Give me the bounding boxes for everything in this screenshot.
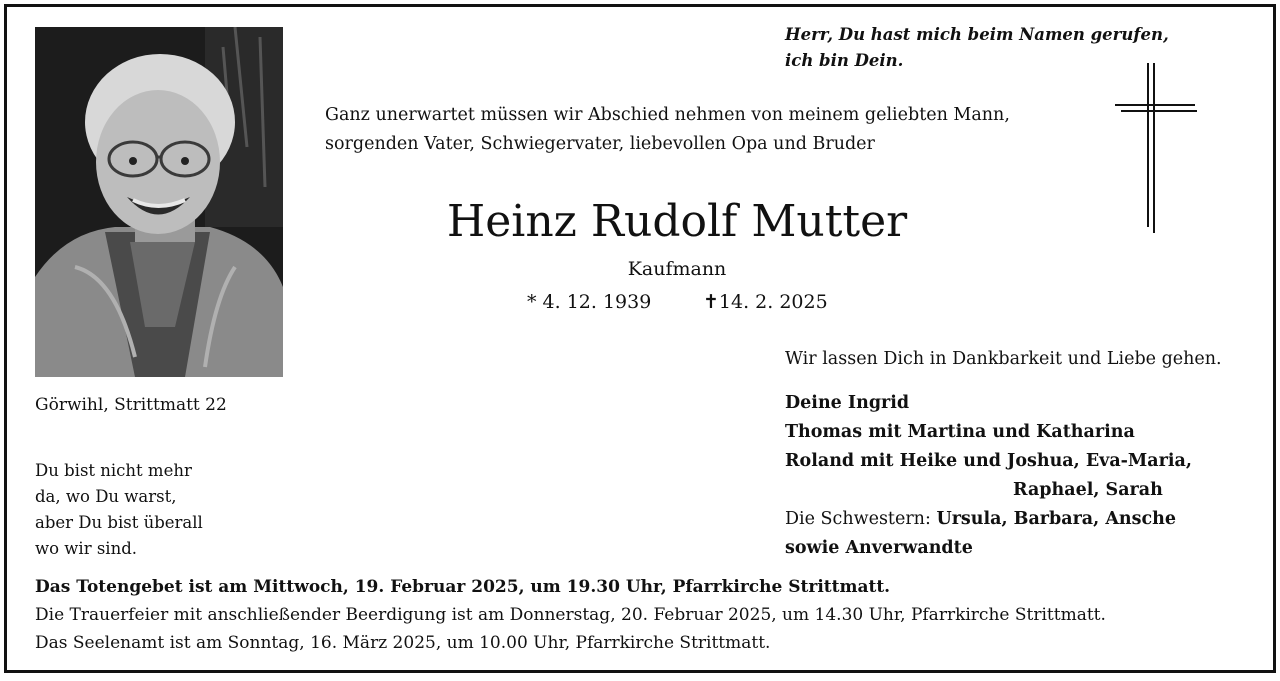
poem-line: aber Du bist überall	[35, 513, 203, 532]
bible-verse-line: ich bin Dein.	[785, 51, 904, 70]
mourner-line: Roland mit Heike und Joshua, Eva-Maria,	[785, 451, 1192, 471]
life-dates	[527, 291, 828, 313]
mourners-list	[785, 389, 1192, 563]
deceased-profession: Kaufmann	[627, 258, 727, 280]
intro-line: Ganz unerwartet müssen wir Abschied nehmen von meinem geliebten Mann,	[325, 105, 1010, 125]
poem-line: Du bist nicht mehr	[35, 461, 192, 480]
service-line: Die Trauerfeier mit anschließender Beerdigung ist am Donnerstag, 20. Februar 2025, um 14.30 Uhr, Pfarrkirche Strittmatt.	[35, 605, 1106, 625]
poem-line: wo wir sind.	[35, 539, 138, 558]
mourner-line	[785, 505, 1192, 534]
mourner-line: Deine Ingrid	[785, 393, 910, 413]
service-info	[35, 573, 1106, 657]
latin-cross-icon	[1111, 57, 1197, 233]
poem	[35, 458, 203, 562]
service-line: Das Seelenamt ist am Sonntag, 16. März 2025, um 10.00 Uhr, Pfarrkirche Strittmatt.	[35, 633, 771, 653]
portrait-photo	[35, 27, 283, 377]
service-line: Das Totengebet ist am Mittwoch, 19. Februar 2025, um 19.30 Uhr, Pfarrkirche Strittmatt.	[35, 577, 891, 597]
birth-date: * 4. 12. 1939	[527, 291, 652, 313]
sisters-label: Die Schwestern:	[785, 509, 931, 529]
mourner-line: sowie Anverwandte	[785, 538, 973, 558]
poem-line: da, wo Du warst,	[35, 487, 177, 506]
intro-line: sorgenden Vater, Schwiegervater, liebevollen Opa und Bruder	[325, 134, 875, 154]
deceased-name: Heinz Rudolf Mutter	[446, 196, 908, 247]
sisters-names: Ursula, Barbara, Ansche	[936, 509, 1177, 529]
farewell-text: Wir lassen Dich in Dankbarkeit und Liebe gehen.	[785, 349, 1222, 369]
intro-text	[325, 101, 1010, 159]
bible-verse-line: Herr, Du hast mich beim Namen gerufen,	[785, 25, 1169, 44]
mourner-line: Thomas mit Martina und Katharina	[785, 422, 1135, 442]
death-date: ✝14. 2. 2025	[703, 291, 828, 313]
mourner-line: Raphael, Sarah	[1013, 480, 1163, 500]
obituary-notice	[4, 4, 1276, 673]
address: Görwihl, Strittmatt 22	[35, 395, 227, 415]
